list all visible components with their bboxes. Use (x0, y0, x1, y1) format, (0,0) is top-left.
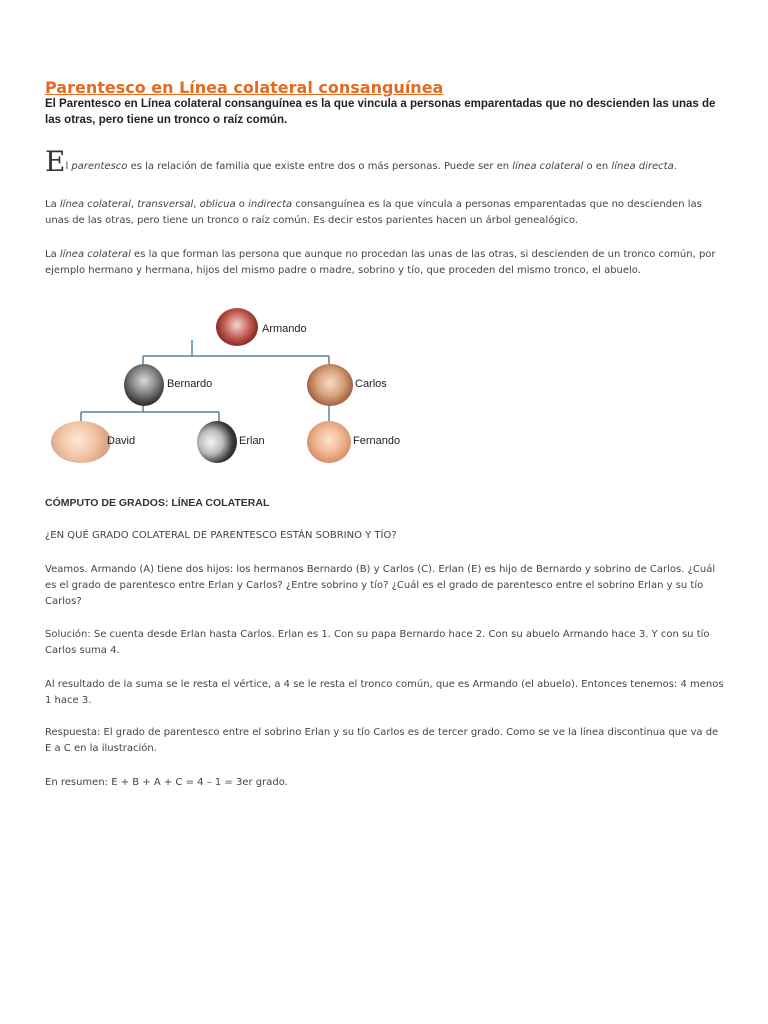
text: es la relación de familia que existe entre dos o más personas. Puede ser en (127, 161, 513, 172)
paragraph-definicion (45, 247, 725, 279)
italic-term: línea directa (611, 161, 674, 172)
text: o en (583, 161, 612, 172)
text: La (45, 199, 60, 210)
text: La (45, 249, 60, 260)
text: , (130, 199, 138, 210)
intro-paragraph (45, 145, 725, 178)
carlos-label: Carlos (355, 378, 387, 390)
carlos-photo (307, 364, 353, 406)
text: es la que forman las persona que aunque no procedan las unas de las otras, si descienden de un tronco común, por ejemplo hermano y hermana, hijos del mismo padre o madre, sobrino y tío, que proceden del mismo tronco, el abuelo. (45, 249, 716, 276)
veamos-paragraph: Veamos. Armando (A) tiene dos hijos: los hermanos Bernardo (B) y Carlos (C). Erlan (E) es hijo de Bernardo y sobrino de Carlos. ¿Cuál es el grado de parentesco entre Erlan y Carlos? ¿Entre sobrino y tío? ¿Cuál es el grado de parentesco entre el sobrino Erlan y su tío Carlos? (45, 564, 716, 607)
paragraph-linea-colateral (45, 197, 725, 229)
italic-term: indirecta (248, 199, 293, 210)
question-paragraph: ¿EN QUÉ GRADO COLATERAL DE PARENTESCO ESTÁN SOBRINO Y TÍO? (45, 530, 397, 541)
text: . (673, 161, 677, 172)
italic-term: línea colateral (512, 161, 584, 172)
article-title: Parentesco en Línea colateral consanguínea (45, 78, 444, 97)
text: , (193, 199, 200, 210)
fernando-label: Fernando (353, 435, 401, 447)
resumen-paragraph: En resumen: E + B + A + C = 4 – 1 = 3er grado. (45, 777, 288, 788)
armando-label: Armando (262, 323, 307, 335)
bernardo-photo (124, 364, 164, 406)
italic-term: oblicua (199, 199, 236, 210)
text: o (235, 199, 249, 210)
italic-term: línea colateral (59, 199, 131, 210)
bernardo-label: Bernardo (167, 378, 213, 390)
italic-term: transversal (137, 199, 194, 210)
solucion-paragraph: Solución: Se cuenta desde Erlan hasta Carlos. Erlan es 1. Con su papa Bernardo hace 2. Con su abuelo Armando hace 3. Y con su tío Carlos suma 4. (45, 629, 710, 656)
david-photo (51, 421, 111, 463)
erlan-label: Erlan (239, 435, 265, 447)
respuesta-paragraph: Respuesta: El grado de parentesco entre el sobrino Erlan y su tío Carlos es de tercer grado. Como se ve la línea discontinua que va de E a C en la ilustración. (45, 727, 719, 754)
text: consanguínea es la que vincula a personas emparentadas que no descienden las unas de las otras, pero tiene un tronco o raíz común. Es decir estos parientes hacen un árbol genealógico. (45, 199, 702, 226)
erlan-photo (197, 421, 237, 463)
armando-photo (216, 308, 258, 346)
drop-cap: E (45, 145, 66, 178)
text: l (65, 161, 72, 172)
article-subtitle: El Parentesco en Línea colateral consanguínea es la que vincula a personas emparentadas que no descienden las unas de las otras, pero tiene un tronco o raíz común. (45, 98, 716, 126)
david-label: David (107, 435, 136, 447)
resultado-paragraph: Al resultado de la suma se le resta el vértice, a 4 se le resta el tronco común, que es Armando (el abuelo). Entonces tenemos: 4 menos 1 hace 3. (45, 679, 724, 706)
fernando-photo (307, 421, 351, 463)
italic-term: parentesco (71, 161, 128, 172)
italic-term: línea colateral (59, 249, 131, 260)
family-tree-diagram (45, 300, 425, 470)
section-heading: CÓMPUTO DE GRADOS: LÍNEA COLATERAL (45, 497, 270, 509)
